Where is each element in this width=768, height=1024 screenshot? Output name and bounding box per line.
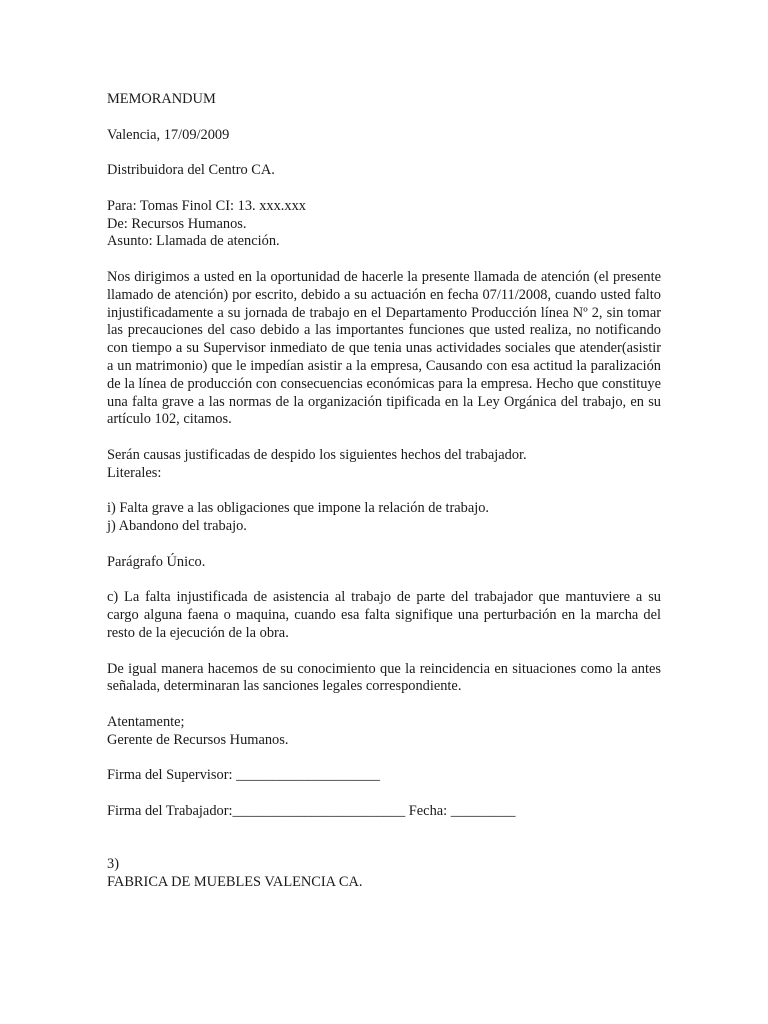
closing-paragraph: De igual manera hacemos de su conocimiento que la reincidencia en situaciones como la antes señalada, determinaran las sanciones legales correspondiente. [107, 660, 661, 695]
company-name: Distribuidora del Centro CA. [107, 162, 275, 179]
sender-line: De: Recursos Humanos. [107, 215, 247, 232]
supervisor-signature-line: Firma del Supervisor: ____________________ [107, 767, 381, 784]
place-date: Valencia, 17/09/2009 [107, 126, 230, 143]
body-paragraph: Nos dirigimos a usted en la oportunidad de hacerle la presente llamada de atención (el presente llamado de atención) por escrito, debido a su actuación en fecha 07/11/2008, cuando usted falto injustificadamente a su jornada de trabajo en el Departamento Producción línea Nº 2, sin tomar las precauciones del caso debido a las importantes funciones que usted realiza, no notificando con tiempo a su Supervisor inmediato de que tenia unas actividades sociales que atender(asistir a un matrimonio) que le impedían asistir a la empresa, Causando con esa actitud la paralización de la línea de producción con consecuencias económicas para la empresa. Hecho que constituye una falta grave a las normas de la organización tipificada en la Ley Orgánica del trabajo, en su artículo 102, citamos. [107, 268, 661, 428]
subject-line: Asunto: Llamada de atención. [107, 233, 280, 250]
next-company-name: FABRICA DE MUEBLES VALENCIA CA. [107, 874, 363, 891]
list-item-i: i) Falta grave a las obligaciones que impone la relación de trabajo. [107, 500, 490, 517]
salutation: Atentamente; [107, 713, 185, 730]
memo-document [107, 91, 661, 892]
signer-title: Gerente de Recursos Humanos. [107, 731, 289, 748]
paragrafo-heading: Parágrafo Único. [107, 553, 206, 570]
causes-intro: Serán causas justificadas de despido los siguientes hechos del trabajador. [107, 446, 527, 463]
section-number: 3) [107, 856, 119, 873]
recipient-line: Para: Tomas Finol CI: 13. xxx.xxx [107, 197, 306, 214]
memo-heading: MEMORANDUM [107, 91, 216, 107]
worker-signature-line: Firma del Trabajador:________________________ Fecha: _________ [107, 802, 516, 819]
list-item-j: j) Abandono del trabajo. [107, 518, 247, 535]
literales-label: Literales: [107, 464, 162, 481]
list-item-c: c) La falta injustificada de asistencia al trabajo de parte del trabajador que mantuviere a su cargo alguna faena o maquina, cuando esa falta signifique una perturbación en la marcha del resto de la ejecución de la obra. [107, 589, 661, 641]
